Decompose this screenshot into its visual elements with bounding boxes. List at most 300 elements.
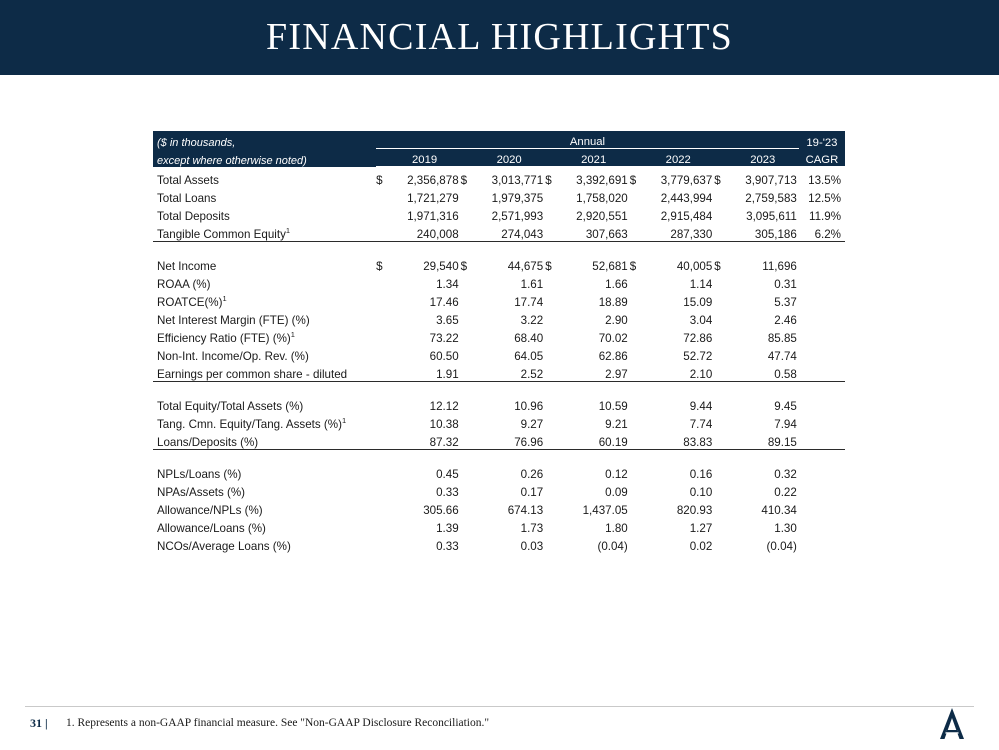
units-note-line1: ($ in thousands, — [153, 131, 376, 149]
row-label — [153, 431, 376, 450]
cell-value: 240,008 — [389, 223, 461, 242]
cell-value: 1.91 — [389, 363, 461, 382]
table-row — [153, 393, 845, 413]
cell-value: 12.12 — [429, 399, 459, 413]
row-label — [153, 461, 376, 481]
cell-value: 0.22 — [774, 485, 797, 499]
cell-value: 0.26 — [520, 467, 544, 481]
cell-value: 274,043 — [473, 223, 545, 242]
currency-symbol — [376, 393, 388, 413]
currency-symbol — [461, 517, 473, 535]
currency-symbol — [714, 345, 726, 363]
footnote-marker: 1 — [341, 415, 347, 425]
currency-symbol: $ — [629, 259, 637, 273]
cell-value: 1.66 — [605, 277, 628, 291]
row-label — [153, 363, 376, 382]
cell-value: 0.33 — [436, 539, 459, 553]
cell-value: 3,095,611 — [746, 209, 797, 223]
cell-value: 7.94 — [774, 417, 797, 431]
currency-symbol: $ — [376, 259, 383, 273]
row-label-text: Total Loans — [157, 191, 217, 205]
cell-value: 2,443,994 — [660, 191, 713, 205]
currency-symbol — [461, 291, 473, 309]
currency-symbol — [714, 393, 726, 413]
year-header-pad-1 — [376, 149, 388, 167]
currency-symbol — [461, 461, 473, 481]
cell-value: 2,915,484 — [660, 209, 713, 223]
table-row — [153, 517, 845, 535]
currency-symbol — [714, 413, 726, 431]
row-label-text: NPAs/Assets (%) — [157, 485, 246, 499]
currency-symbol — [376, 309, 388, 327]
column-header-year-2019: 2019 — [389, 149, 461, 167]
currency-symbol — [630, 535, 642, 553]
currency-symbol — [714, 273, 726, 291]
cell-value: 73.22 — [429, 331, 459, 345]
cell-value: 0.02 — [689, 539, 713, 553]
cell-value: 60.19 — [558, 431, 630, 450]
row-label-text: Net Interest Margin (FTE) (%) — [157, 313, 310, 327]
currency-symbol — [461, 481, 473, 499]
cell-cagr — [799, 345, 845, 363]
cell-value: 1.30 — [774, 521, 797, 535]
currency-symbol: $ — [376, 173, 383, 187]
cell-value: 3,907,713 — [745, 173, 797, 187]
group-spacer — [153, 241, 845, 253]
cell-value: 52,681 — [592, 259, 628, 273]
cell-value: 29,540 — [423, 259, 459, 273]
currency-symbol — [376, 481, 388, 499]
currency-symbol — [545, 517, 557, 535]
row-label-text: ROATCE(%) — [157, 295, 223, 309]
column-header-year-2020: 2020 — [473, 149, 545, 167]
cell-cagr — [799, 499, 845, 517]
row-label — [153, 167, 376, 187]
year-header-pad-3 — [545, 149, 557, 167]
currency-symbol — [461, 327, 473, 345]
cell-value: 7.74 — [689, 417, 713, 431]
currency-symbol — [376, 291, 388, 309]
cell-value: 0.16 — [689, 467, 713, 481]
group-spacer — [153, 449, 845, 461]
currency-symbol — [714, 461, 726, 481]
cell-value: 1,971,316 — [407, 209, 459, 223]
currency-symbol — [376, 363, 388, 382]
currency-symbol — [376, 517, 388, 535]
currency-symbol — [376, 535, 388, 553]
cell-value: 1.39 — [436, 521, 459, 535]
currency-symbol — [376, 431, 388, 450]
cell-cagr — [799, 481, 845, 499]
footnote: 1. Represents a non-GAAP financial measure. See "Non-GAAP Disclosure Reconciliation." — [66, 717, 490, 729]
row-label — [153, 223, 376, 242]
currency-symbol — [545, 535, 557, 553]
currency-symbol: $ — [460, 259, 468, 273]
column-header-year-2021: 2021 — [558, 149, 630, 167]
cell-value: 3,779,637 — [660, 173, 713, 187]
cell-value: 11,696 — [762, 259, 797, 273]
table-row — [153, 223, 845, 242]
cell-value: 3.22 — [520, 313, 544, 327]
cell-value: 10.59 — [598, 399, 628, 413]
cell-value: 1,437.05 — [582, 503, 628, 517]
currency-symbol — [461, 223, 473, 242]
currency-symbol — [630, 517, 642, 535]
cell-cagr: 11.9% — [808, 209, 841, 223]
row-label-text: Total Equity/Total Assets (%) — [157, 399, 304, 413]
currency-symbol — [630, 345, 642, 363]
currency-symbol — [714, 291, 726, 309]
cell-value: 2,571,993 — [491, 209, 544, 223]
company-monogram-a-icon — [931, 706, 973, 742]
cell-value: 89.15 — [727, 431, 799, 450]
cell-value: 9.44 — [689, 399, 713, 413]
table-row — [153, 187, 845, 205]
cell-value: 17.74 — [514, 295, 544, 309]
row-label — [153, 481, 376, 499]
currency-symbol — [714, 205, 726, 223]
currency-symbol — [461, 499, 473, 517]
column-header-year-2023: 2023 — [727, 149, 799, 167]
cell-value: 305.66 — [423, 503, 459, 517]
cell-value: 76.96 — [473, 431, 545, 450]
cell-value: 64.05 — [514, 349, 544, 363]
currency-symbol — [630, 481, 642, 499]
currency-symbol: $ — [545, 173, 552, 187]
currency-symbol — [630, 223, 642, 242]
currency-symbol — [545, 291, 557, 309]
currency-symbol — [714, 481, 726, 499]
cell-value: 0.31 — [774, 277, 797, 291]
cell-value: 1.34 — [436, 277, 459, 291]
currency-symbol — [630, 291, 642, 309]
cell-value: 70.02 — [598, 331, 628, 345]
cell-value: 0.17 — [520, 485, 544, 499]
cell-value: 1.61 — [520, 277, 544, 291]
cell-value: 47.74 — [767, 349, 797, 363]
cell-value: 72.86 — [683, 331, 713, 345]
row-label-text: Net Income — [157, 259, 217, 273]
currency-symbol — [545, 309, 557, 327]
currency-symbol — [376, 413, 388, 431]
currency-symbol — [545, 223, 557, 242]
cell-value: 1.14 — [689, 277, 713, 291]
currency-symbol — [545, 187, 557, 205]
cell-value: 0.58 — [727, 363, 799, 382]
group-spacer-cell — [153, 241, 845, 253]
cell-cagr — [799, 461, 845, 481]
cell-value: 1,721,279 — [407, 191, 459, 205]
cell-cagr — [799, 327, 845, 345]
currency-symbol — [461, 431, 473, 450]
currency-symbol — [545, 499, 557, 517]
row-label — [153, 253, 376, 273]
currency-symbol — [714, 431, 726, 450]
table-row — [153, 273, 845, 291]
currency-symbol — [630, 393, 642, 413]
cell-value: 3,392,691 — [576, 173, 628, 187]
column-header-year-2022: 2022 — [642, 149, 714, 167]
cell-value: 18.89 — [598, 295, 628, 309]
footer-divider — [25, 706, 974, 707]
currency-symbol — [461, 535, 473, 553]
footnote-marker: 1 — [290, 329, 295, 339]
cell-cagr — [799, 413, 845, 431]
page-title: FINANCIAL HIGHLIGHTS — [266, 16, 733, 58]
currency-symbol — [545, 393, 557, 413]
cell-value: 2.97 — [558, 363, 630, 382]
row-label-text: Earnings per common share - diluted — [157, 367, 348, 381]
table-row — [153, 431, 845, 450]
page-number — [30, 716, 48, 731]
currency-symbol: $ — [545, 259, 552, 273]
cell-value: 1.80 — [605, 521, 628, 535]
cell-value: 674.13 — [507, 503, 544, 517]
cell-cagr — [799, 535, 845, 553]
row-label-text: Total Deposits — [157, 209, 230, 223]
cell-value: 2,920,551 — [576, 209, 628, 223]
currency-symbol — [461, 413, 473, 431]
currency-symbol — [461, 345, 473, 363]
row-label-text: Tang. Cmn. Equity/Tang. Assets (%) — [157, 417, 342, 431]
year-header-pad-2 — [461, 149, 473, 167]
row-label-text: ROAA (%) — [157, 277, 211, 291]
cell-cagr — [799, 431, 845, 450]
row-label-text: Allowance/NPLs (%) — [157, 503, 263, 517]
group-spacer — [153, 381, 845, 393]
row-label — [153, 291, 376, 309]
row-label-text: Loans/Deposits (%) — [157, 435, 259, 449]
cell-value: 2.52 — [473, 363, 545, 382]
table-row — [153, 481, 845, 499]
currency-symbol — [545, 345, 557, 363]
cell-cagr — [799, 291, 845, 309]
cagr-header-line2: CAGR — [799, 149, 845, 167]
footnote-marker: 1 — [285, 225, 291, 235]
table-row — [153, 413, 845, 431]
cell-value: 9.45 — [774, 399, 797, 413]
table-row — [153, 309, 845, 327]
cell-value: 0.32 — [774, 467, 797, 481]
currency-symbol — [545, 413, 557, 431]
cell-value: 1,979,375 — [491, 191, 544, 205]
table-row — [153, 205, 845, 223]
row-label-text: Total Assets — [157, 173, 219, 187]
currency-symbol — [545, 205, 557, 223]
group-spacer-cell — [153, 381, 845, 393]
currency-symbol — [714, 187, 726, 205]
cell-value: 305,186 — [727, 223, 799, 242]
row-label-text: Non-Int. Income/Op. Rev. (%) — [157, 349, 309, 363]
currency-symbol — [461, 363, 473, 382]
financial-highlights-table — [153, 131, 845, 553]
cell-value: 60.50 — [429, 349, 459, 363]
currency-symbol — [630, 461, 642, 481]
cell-value: 0.09 — [605, 485, 628, 499]
currency-symbol: $ — [714, 173, 721, 187]
row-label — [153, 499, 376, 517]
cell-value: 2,759,583 — [745, 191, 797, 205]
cell-value: 83.83 — [642, 431, 714, 450]
cell-value: 87.32 — [389, 431, 461, 450]
currency-symbol — [630, 431, 642, 450]
currency-symbol — [376, 327, 388, 345]
currency-symbol — [461, 187, 473, 205]
table-row — [153, 363, 845, 382]
cell-value: 10.96 — [514, 399, 544, 413]
cell-value: 9.21 — [605, 417, 628, 431]
currency-symbol — [714, 309, 726, 327]
table-row — [153, 345, 845, 363]
cell-value: 52.72 — [683, 349, 713, 363]
cagr-header-line1: 19-'23 — [799, 131, 845, 149]
cell-value: 5.37 — [774, 295, 797, 309]
row-label — [153, 393, 376, 413]
currency-symbol — [545, 461, 557, 481]
row-label — [153, 413, 376, 431]
currency-symbol — [714, 535, 726, 553]
cell-value: 1.27 — [689, 521, 713, 535]
currency-symbol — [376, 461, 388, 481]
cell-value: 0.33 — [436, 485, 459, 499]
table-row — [153, 253, 845, 273]
annual-group-header: Annual — [376, 131, 799, 149]
cell-cagr: 13.5% — [808, 173, 841, 187]
table-row — [153, 461, 845, 481]
currency-symbol: $ — [629, 173, 637, 187]
currency-symbol — [461, 393, 473, 413]
currency-symbol — [461, 205, 473, 223]
cell-cagr: 6.2% — [799, 223, 845, 242]
cell-value: 287,330 — [642, 223, 714, 242]
row-label — [153, 345, 376, 363]
cell-cagr — [799, 309, 845, 327]
group-spacer-cell — [153, 449, 845, 461]
cell-value: 40,005 — [676, 259, 713, 273]
row-label — [153, 187, 376, 205]
cell-cagr — [799, 273, 845, 291]
row-label-text: NPLs/Loans (%) — [157, 467, 242, 481]
currency-symbol — [714, 499, 726, 517]
table-row — [153, 499, 845, 517]
cell-value: 3.65 — [436, 313, 459, 327]
currency-symbol — [376, 205, 388, 223]
cell-value: 2.10 — [642, 363, 714, 382]
cell-value: 0.45 — [436, 467, 459, 481]
currency-symbol — [376, 223, 388, 242]
currency-symbol — [630, 205, 642, 223]
cell-value: 15.09 — [683, 295, 713, 309]
cell-value: 44,675 — [507, 259, 544, 273]
cell-value: 2,356,878 — [407, 173, 459, 187]
currency-symbol — [714, 363, 726, 382]
year-header-pad-4 — [630, 149, 642, 167]
cell-value: 3.04 — [689, 313, 713, 327]
footnote-marker: 1 — [222, 293, 227, 303]
cell-cagr — [799, 517, 845, 535]
units-note-line2: except where otherwise noted) — [153, 149, 376, 167]
table-header-row-2 — [153, 149, 845, 167]
currency-symbol — [376, 187, 388, 205]
cell-value: 3,013,771 — [491, 173, 544, 187]
row-label — [153, 517, 376, 535]
currency-symbol — [630, 187, 642, 205]
row-label-text: Tangible Common Equity — [157, 227, 286, 241]
row-label — [153, 273, 376, 291]
cell-value: 0.10 — [689, 485, 713, 499]
cell-value: 9.27 — [520, 417, 544, 431]
table-row — [153, 167, 845, 187]
row-label — [153, 205, 376, 223]
cell-value: 2.90 — [605, 313, 628, 327]
row-label — [153, 309, 376, 327]
cell-value: 85.85 — [767, 331, 797, 345]
cell-value: 68.40 — [514, 331, 544, 345]
row-label — [153, 327, 376, 345]
cell-value: 62.86 — [598, 349, 628, 363]
currency-symbol — [630, 499, 642, 517]
row-label-text: Allowance/Loans (%) — [157, 521, 266, 535]
currency-symbol — [714, 327, 726, 345]
cell-cagr: 12.5% — [808, 191, 841, 205]
page-number-separator: | — [45, 716, 48, 730]
row-label — [153, 535, 376, 553]
currency-symbol — [630, 309, 642, 327]
cell-value: 10.38 — [429, 417, 459, 431]
cell-value: 307,663 — [558, 223, 630, 242]
cell-value: 2.46 — [774, 313, 797, 327]
cell-value: 17.46 — [429, 295, 459, 309]
currency-symbol — [545, 481, 557, 499]
cell-cagr — [799, 363, 845, 382]
currency-symbol — [461, 309, 473, 327]
cell-value: 1.73 — [520, 521, 544, 535]
currency-symbol — [630, 363, 642, 382]
cell-cagr — [799, 253, 845, 273]
currency-symbol — [461, 273, 473, 291]
row-label-text: Efficiency Ratio (FTE) (%) — [157, 331, 291, 345]
currency-symbol — [630, 273, 642, 291]
table-header-row-1 — [153, 131, 845, 149]
cell-value: (0.04) — [597, 539, 628, 553]
row-label-text: NCOs/Average Loans (%) — [157, 539, 291, 553]
cell-cagr — [799, 393, 845, 413]
currency-symbol — [545, 431, 557, 450]
currency-symbol — [545, 327, 557, 345]
currency-symbol — [545, 363, 557, 382]
currency-symbol — [376, 345, 388, 363]
currency-symbol: $ — [460, 173, 468, 187]
page-number-value: 31 — [30, 716, 42, 730]
cell-value: 0.03 — [520, 539, 544, 553]
currency-symbol — [714, 223, 726, 242]
currency-symbol — [376, 499, 388, 517]
currency-symbol — [630, 327, 642, 345]
cell-value: 820.93 — [676, 503, 713, 517]
cell-value: 0.12 — [605, 467, 628, 481]
cell-value: 1,758,020 — [576, 191, 628, 205]
table-row — [153, 535, 845, 553]
table-row — [153, 327, 845, 345]
year-header-pad-5 — [714, 149, 726, 167]
currency-symbol — [714, 517, 726, 535]
cell-value: 410.34 — [761, 503, 797, 517]
currency-symbol — [376, 273, 388, 291]
currency-symbol: $ — [714, 259, 721, 273]
cell-value: (0.04) — [766, 539, 797, 553]
currency-symbol — [630, 413, 642, 431]
currency-symbol — [545, 273, 557, 291]
